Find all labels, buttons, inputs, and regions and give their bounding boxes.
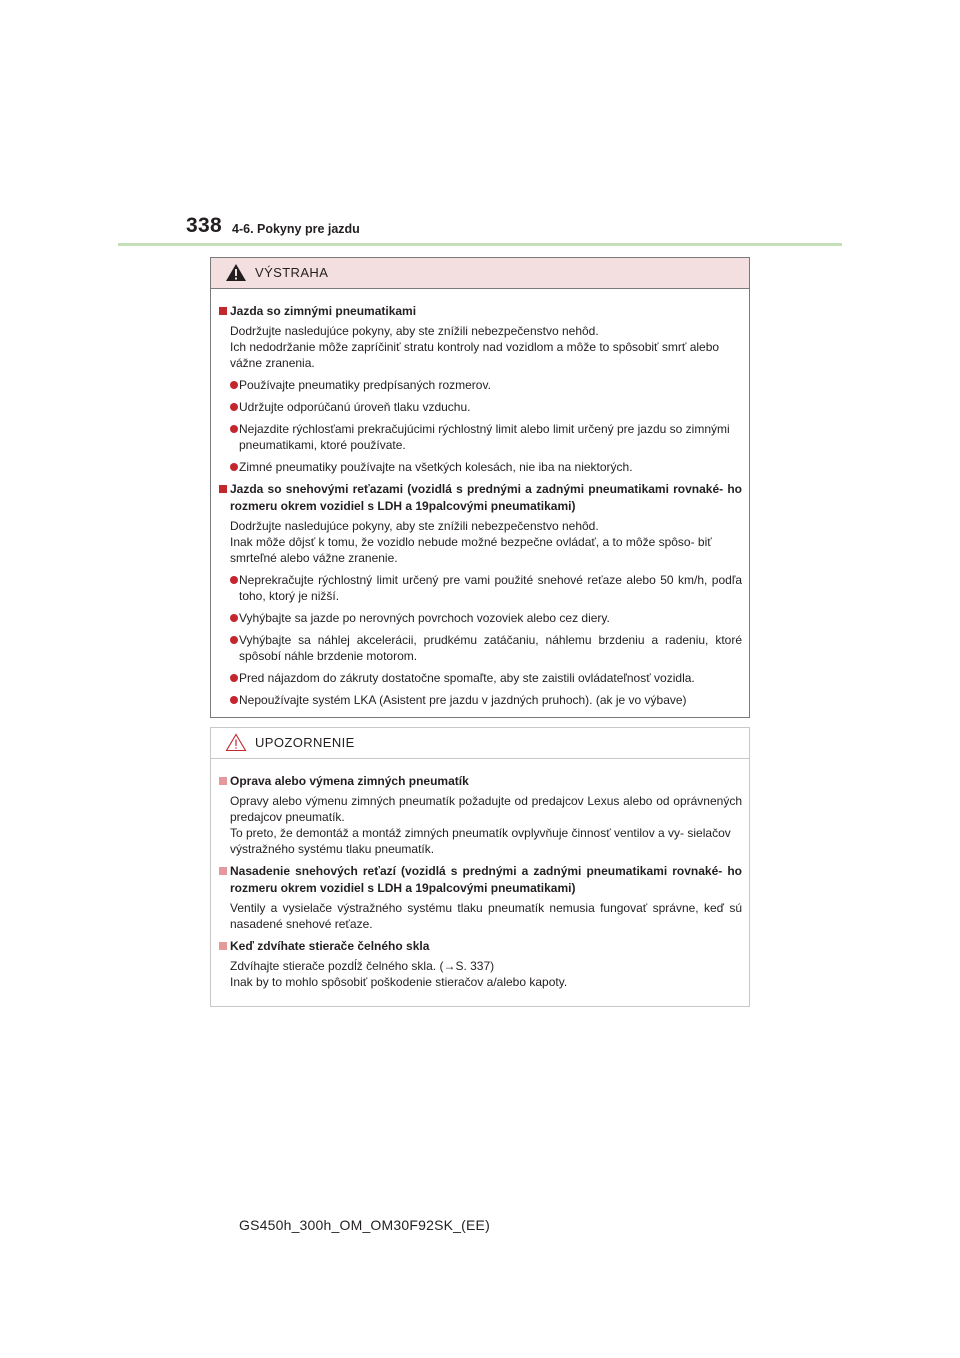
bullet-item: Pred nájazdom do zákruty dostatočne spomaľte, aby ste zaistili ovládateľnosť vozidla. [219, 670, 742, 686]
warning-triangle-icon [225, 263, 247, 282]
warning-header [211, 258, 749, 289]
round-bullet-icon [230, 636, 238, 644]
bullet-item: Vyhýbajte sa náhlej akcelerácii, prudkému zatáčaniu, náhlemu brzdeniu a radeniu, ktoré spôsobí náhle brzdenie motorom. [219, 632, 742, 664]
section-heading: Jazda so snehovými reťazami (vozidlá s prednými a zadnými pneumatikami rovnaké- ho rozmeru okrem vozidiel s LDH a 19palcovými pneumatikami) [219, 481, 742, 515]
notice-title: UPOZORNENIE [255, 735, 355, 750]
warning-body [211, 289, 749, 708]
bullet-item: Udržujte odporúčanú úroveň tlaku vzduchu. [219, 399, 742, 415]
paragraph: Zdvíhajte stierače pozdĺž čelného skla. (→S. 337) Inak by to mohlo spôsobiť poškodenie stieračov a/alebo kapoty. [230, 959, 568, 989]
round-bullet-icon [230, 463, 238, 471]
notice-header [211, 728, 749, 759]
section-heading: Jazda so zimnými pneumatikami [219, 303, 742, 320]
paragraph: Dodržujte nasledujúce pokyny, aby ste znížili nebezpečenstvo nehôd. Ich nedodržanie môže zapríčiniť stratu kontroly nad vozidlom a môže to spôsobiť smrť alebo vážne zranenia. [230, 324, 720, 370]
warning-box [210, 257, 750, 718]
notice-body [211, 759, 749, 990]
square-bullet-icon [219, 307, 227, 315]
page-number: 338 [186, 214, 222, 237]
bullet-item: Zimné pneumatiky používajte na všetkých kolesách, nie iba na niektorých. [219, 459, 742, 475]
caution-triangle-icon [225, 733, 247, 752]
bullet-item: Používajte pneumatiky predpísaných rozmerov. [219, 377, 742, 393]
bullet-item: Nejazdite rýchlosťami prekračujúcimi rýchlostný limit alebo limit určený pre jazdu so zimnými pneumatikami, ktoré používate. [219, 421, 742, 453]
round-bullet-icon [230, 674, 238, 682]
warning-title: VÝSTRAHA [255, 265, 329, 280]
bullet-item: Nepoužívajte systém LKA (Asistent pre jazdu v jazdných pruhoch). (ak je vo výbave) [219, 692, 742, 708]
section-heading: Nasadenie snehových reťazí (vozidlá s prednými a zadnými pneumatikami rovnaké- ho rozmeru okrem vozidiel s LDH a 19palcovými pneumatikami) [219, 863, 742, 897]
square-bullet-icon [219, 485, 227, 493]
round-bullet-icon [230, 614, 238, 622]
round-bullet-icon [230, 576, 238, 584]
paragraph: Dodržujte nasledujúce pokyny, aby ste znížili nebezpečenstvo nehôd. Inak môže dôjsť k tomu, že vozidlo nebude možné bezpečne ovládať, a to môže spôso- biť smrteľné alebo vážne zranenie. [230, 519, 712, 565]
paragraph: Opravy alebo výmenu zimných pneumatík požadujte od predajcov Lexus alebo od oprávnených predajcov pneumatík. To preto, že demontáž a montáž zimných pneumatík ovplyvňuje činnosť ventilov a vy- sielačov výstražného systému tlaku pneumatík. [230, 794, 742, 856]
round-bullet-icon [230, 696, 238, 704]
section-title: 4-6. Pokyny pre jazdu [232, 222, 360, 236]
section-heading: Keď zdvíhate stierače čelného skla [219, 938, 742, 955]
bullet-item: Neprekračujte rýchlostný limit určený pre vami použité snehové reťaze alebo 50 km/h, podľa toho, ktorý je nižší. [219, 572, 742, 604]
round-bullet-icon [230, 403, 238, 411]
round-bullet-icon [230, 425, 238, 433]
header-divider [118, 243, 842, 246]
square-bullet-icon [219, 867, 227, 875]
round-bullet-icon [230, 381, 238, 389]
paragraph: Ventily a vysielače výstražného systému tlaku pneumatík nemusia fungovať správne, keď sú nasadené snehové reťaze. [230, 901, 742, 931]
notice-box [210, 727, 750, 1007]
square-bullet-icon [219, 942, 227, 950]
section-heading: Oprava alebo výmena zimných pneumatík [219, 773, 742, 790]
bullet-item: Vyhýbajte sa jazde po nerovných povrchoch vozoviek alebo cez diery. [219, 610, 742, 626]
square-bullet-icon [219, 777, 227, 785]
document-code: GS450h_300h_OM_OM30F92SK_(EE) [239, 1217, 490, 1233]
